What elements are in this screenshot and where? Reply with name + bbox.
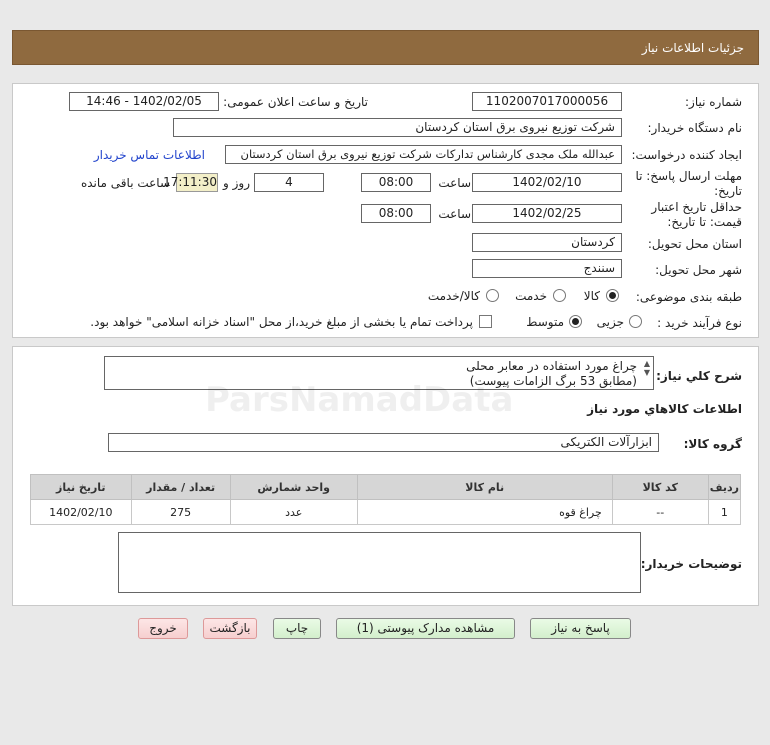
process-option-minor: جزیی bbox=[596, 315, 624, 329]
category-option-goods: کالا bbox=[583, 289, 600, 303]
creator-field: عبدالله ملک مجدی کارشناس تدارکات شرکت توزیع نیروی برق استان کردستان bbox=[225, 145, 622, 164]
cell-date: 1402/02/10 bbox=[31, 500, 132, 525]
summary-line-1: چراغ مورد استفاده در معابر محلی bbox=[466, 359, 637, 373]
col-name: نام کالا bbox=[357, 475, 612, 500]
goods-section-title: اطلاعات كالاهاي مورد نياز bbox=[587, 402, 742, 416]
announce-field: 1402/02/05 - 14:46 bbox=[69, 92, 219, 111]
page-header bbox=[12, 30, 759, 65]
table-row[interactable] bbox=[31, 500, 741, 525]
page-title: جزئیات اطلاعات نیاز bbox=[641, 41, 744, 55]
col-code: کد کالا bbox=[612, 475, 708, 500]
days-field: 4 bbox=[254, 173, 324, 192]
creator-label: ایجاد کننده درخواست: bbox=[631, 148, 742, 162]
category-radio-goods[interactable] bbox=[606, 289, 619, 302]
province-field: کردستان bbox=[472, 233, 622, 252]
province-label: استان محل تحویل: bbox=[647, 237, 742, 251]
buyer-notes-box bbox=[118, 532, 641, 593]
reply-button[interactable]: پاسخ به نیاز bbox=[530, 618, 631, 639]
days-label: روز و bbox=[223, 176, 250, 190]
category-radio-service[interactable] bbox=[553, 289, 566, 302]
cell-row: 1 bbox=[708, 500, 740, 525]
table-header-row bbox=[31, 475, 741, 500]
cell-unit: عدد bbox=[230, 500, 357, 525]
validity-label: حداقل تاریخ اعتبار bbox=[651, 200, 742, 214]
scroll-arrows-icon[interactable]: ▲ ▼ bbox=[643, 359, 650, 377]
payment-note: پرداخت تمام یا بخشی از مبلغ خرید،از محل "اسناد خزانه اسلامی" خواهد بود. bbox=[90, 315, 473, 329]
summary-box bbox=[104, 356, 654, 390]
exit-button[interactable]: خروج bbox=[138, 618, 188, 639]
remaining-time-field: 17:11:30 bbox=[176, 173, 218, 192]
validity-time-label: ساعت bbox=[438, 207, 471, 221]
deadline-time-label: ساعت bbox=[438, 176, 471, 190]
col-unit: واحد شمارش bbox=[230, 475, 357, 500]
validity-date-field: 1402/02/25 bbox=[472, 204, 622, 223]
process-option-medium: متوسط bbox=[526, 315, 564, 329]
print-button[interactable]: چاپ bbox=[273, 618, 321, 639]
remaining-label: ساعت باقی مانده bbox=[80, 176, 170, 190]
back-button[interactable]: بازگشت bbox=[203, 618, 257, 639]
buyer-notes-label: توضیحات خریدار: bbox=[640, 557, 742, 571]
attachments-button[interactable]: مشاهده مدارک پیوستی (1) bbox=[336, 618, 515, 639]
goods-table bbox=[30, 474, 741, 525]
cell-name: چراغ قوه bbox=[357, 500, 612, 525]
treasury-checkbox[interactable] bbox=[479, 315, 492, 328]
category-option-goods-service: کالا/خدمت bbox=[427, 289, 480, 303]
category-option-service: خدمت bbox=[515, 289, 547, 303]
deadline-label: مهلت ارسال پاسخ: تا bbox=[635, 169, 742, 183]
cell-code: -- bbox=[612, 500, 708, 525]
col-quantity: تعداد / مقدار bbox=[131, 475, 230, 500]
deadline-label-2: تاریخ: bbox=[714, 184, 742, 198]
city-label: شهر محل تحویل: bbox=[655, 263, 742, 277]
cell-quantity: 275 bbox=[131, 500, 230, 525]
buyer-contact-link[interactable]: اطلاعات تماس خریدار bbox=[93, 148, 205, 162]
summary-line-2: (مطابق 53 برگ الزامات پیوست) bbox=[469, 374, 637, 388]
validity-time-field: 08:00 bbox=[361, 204, 431, 223]
process-radio-medium[interactable] bbox=[569, 315, 582, 328]
col-row: ردیف bbox=[708, 475, 740, 500]
col-date: تاریخ نیاز bbox=[31, 475, 132, 500]
summary-label: شرح كلي نياز: bbox=[656, 369, 742, 383]
process-radio-minor[interactable] bbox=[629, 315, 642, 328]
goods-group-field: ابزارآلات الکتریکی bbox=[108, 433, 659, 452]
buyer-org-label: نام دستگاه خریدار: bbox=[647, 121, 742, 135]
announce-label: تاریخ و ساعت اعلان عمومی: bbox=[223, 95, 368, 109]
deadline-time-field: 08:00 bbox=[361, 173, 431, 192]
buyer-org-field: شرکت توزیع نیروی برق استان کردستان bbox=[173, 118, 622, 137]
category-radio-goods-service[interactable] bbox=[486, 289, 499, 302]
need-number-field: 1102007017000056 bbox=[472, 92, 622, 111]
deadline-date-field: 1402/02/10 bbox=[472, 173, 622, 192]
need-number-label: شماره نیاز: bbox=[685, 95, 742, 109]
validity-label-2: قیمت: تا تاریخ: bbox=[667, 215, 742, 229]
city-field: سنندج bbox=[472, 259, 622, 278]
category-label: طبقه بندی موضوعی: bbox=[635, 290, 742, 304]
goods-group-label: گروه كالا: bbox=[683, 437, 742, 451]
process-label: نوع فرآیند خرید : bbox=[657, 316, 742, 330]
